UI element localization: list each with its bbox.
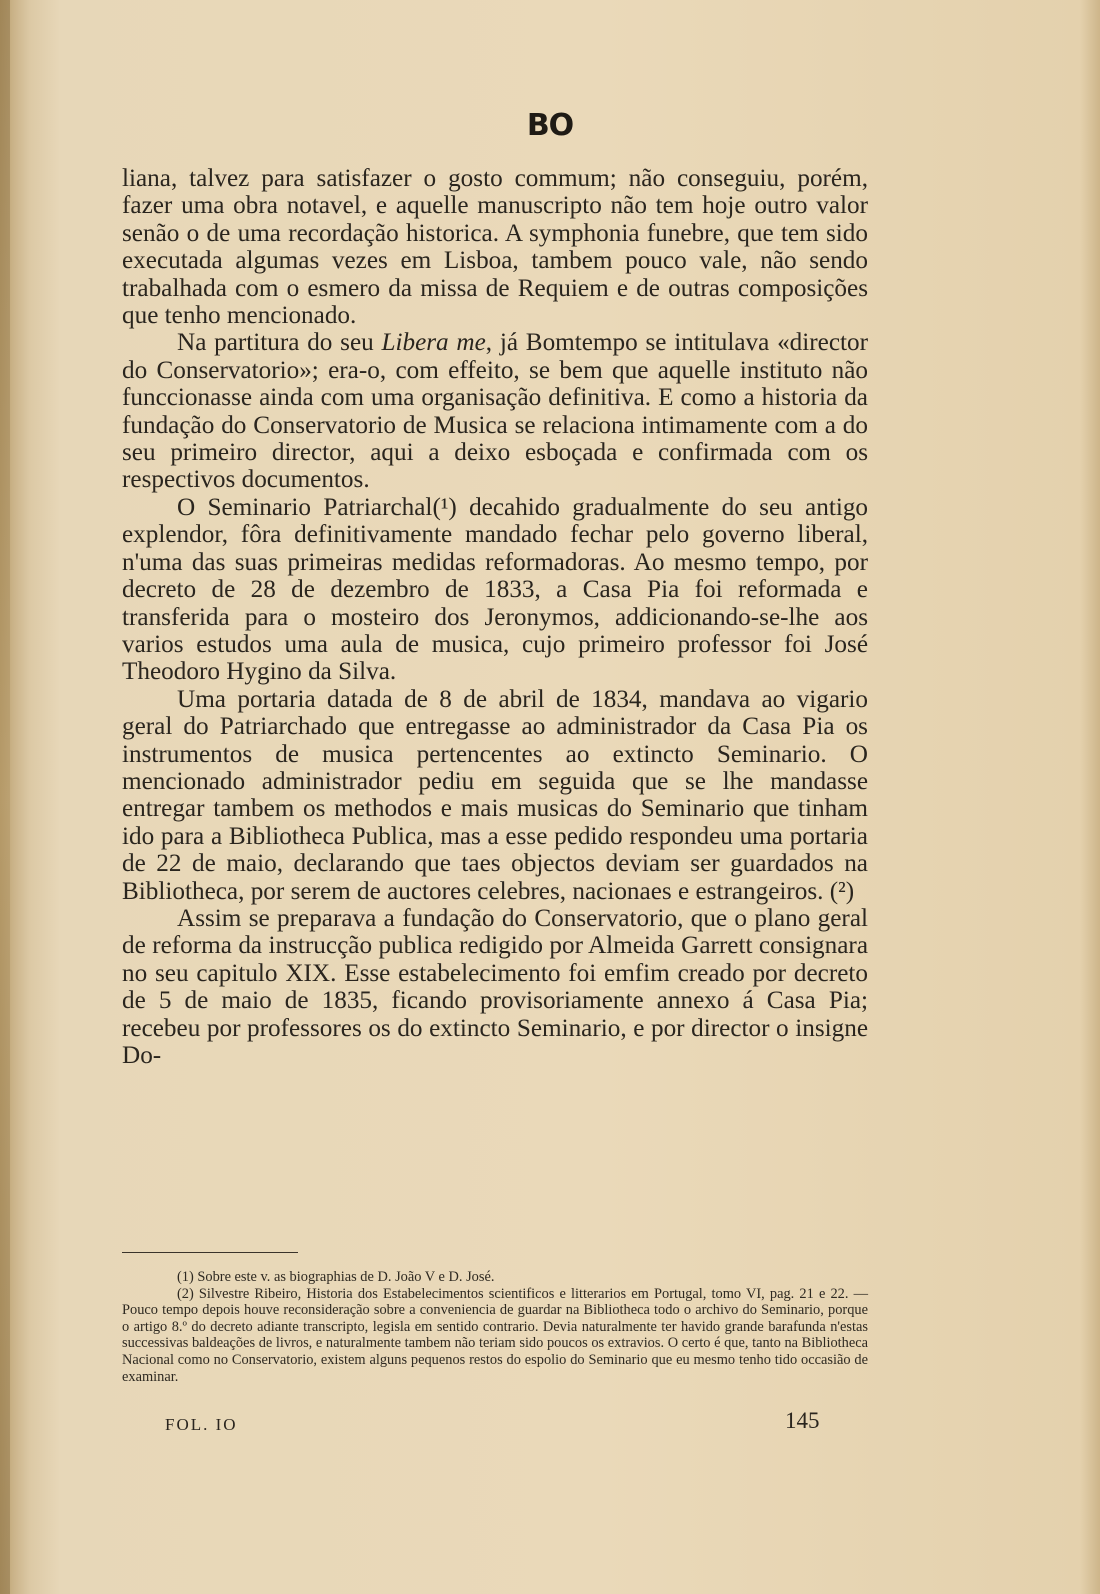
page-number: 145 (785, 1408, 820, 1433)
footnote-2: (2) Silvestre Ribeiro, Historia dos Estabelecimentos scientificos e litterarios em Portugal, tomo VI, pag. 21 e 22. — Pouco tempo depois houve reconsideração sobre a conveniencia de guardar na Bibliotheca todo o archivo do Seminario, porque o artigo 8.º do decreto adiante transcripto, legisla em sentido contrario. Devia naturalmente ter havido grande barafunda n'estas successivas baldeações de livros, e naturalmente tambem não teriam sido poucos os extravios. O certo é que, tanto na Bibliotheca Nacional como no Conservatorio, existem alguns pequenos restos do espolio do Seminario que eu mesmo tenho tido occasião de examinar. (122, 1285, 868, 1385)
page-binding-edge (0, 0, 10, 1594)
paragraph-1: liana, talvez para satisfazer o gosto commum; não conseguiu, porém, fazer uma obra notavel, e aquelle manuscripto não tem hoje outro valor senão o de uma recordação historica. A symphonia funebre, que tem sido executada algumas vezes em Lisboa, tambem pouco vale, não sendo trabalhada com o esmero da missa de Requiem e de outras composições que tenho mencionado. (122, 165, 868, 330)
footnotes (122, 1269, 868, 1385)
paragraph-3-text-a: O Seminario Patriarchal (177, 493, 433, 521)
footnote-1: (1) Sobre este v. as biographias de D. João V e D. José. (177, 1269, 495, 1285)
paragraph-4-text: Uma portaria datada de 8 de abril de 1834, mandava ao vigario geral do Patriarchado que entregasse ao administrador da Casa Pia os instrumentos de musica pertencentes ao extincto Seminario. O mencionado administrador pediu em seguida que se lhe mandasse entregar tambem os methodos e mais musicas do Seminario que tinham ido para a Bibliotheca Publica, mas a esse pedido respondeu uma portaria de 22 de maio, declarando que taes objectos deviam ser guardados na Bibliotheca, por serem de auctores celebres, nacionaes e estrangeiros. (122, 685, 868, 905)
footnote-ref-1: (¹) (432, 493, 457, 521)
printer-signature: FOL. IO (165, 1415, 238, 1434)
paragraph-3 (122, 494, 868, 686)
paragraph-2-text-b: , já Bomtempo se intitulava «director do Conservatorio»; era-o, com effeito, se bem que aquelle instituto não funccionasse ainda com uma organisação definitiva. E como a historia da fundação do Conservatorio de Musica se relaciona intimamente com a do seu primeiro director, aqui a deixo esboçada e confirmada com os respectivos documentos. (122, 329, 868, 494)
footnote-divider (122, 1252, 298, 1253)
work-title-libera-me: Libera me (381, 329, 486, 357)
paragraph-5: Assim se preparava a fundação do Conservatorio, que o plano geral de reforma da instrucção publica redigido por Almeida Garrett consignara no seu capitulo XIX. Esse estabelecimento foi emfim creado por decreto de 5 de maio de 1835, ficando provisoriamente annexo á Casa Pia; recebeu por professores os do extincto Seminario, e por director o insigne Do- (122, 904, 868, 1069)
paragraph-4 (122, 686, 868, 905)
paragraph-2-text-a: Na partitura do seu (177, 329, 382, 357)
paragraph-2 (122, 329, 868, 493)
footnote-ref-2: (²) (829, 877, 855, 905)
paragraph-3-text-b: decahido gradualmente do seu antigo explendor, fôra definitivamente mandado fechar pelo governo liberal, n'uma das suas primeiras medidas reformadoras. Ao mesmo tempo, por decreto de 28 de dezembro de 1833, a Casa Pia foi reformada e transferida para o mosteiro dos Jeronymos, addicionando-se-lhe aos varios estudos uma aula de musica, cujo primeiro professor foi José Theodoro Hygino da Silva. (122, 493, 869, 686)
running-head: BO (526, 108, 574, 143)
main-text (122, 165, 868, 1069)
